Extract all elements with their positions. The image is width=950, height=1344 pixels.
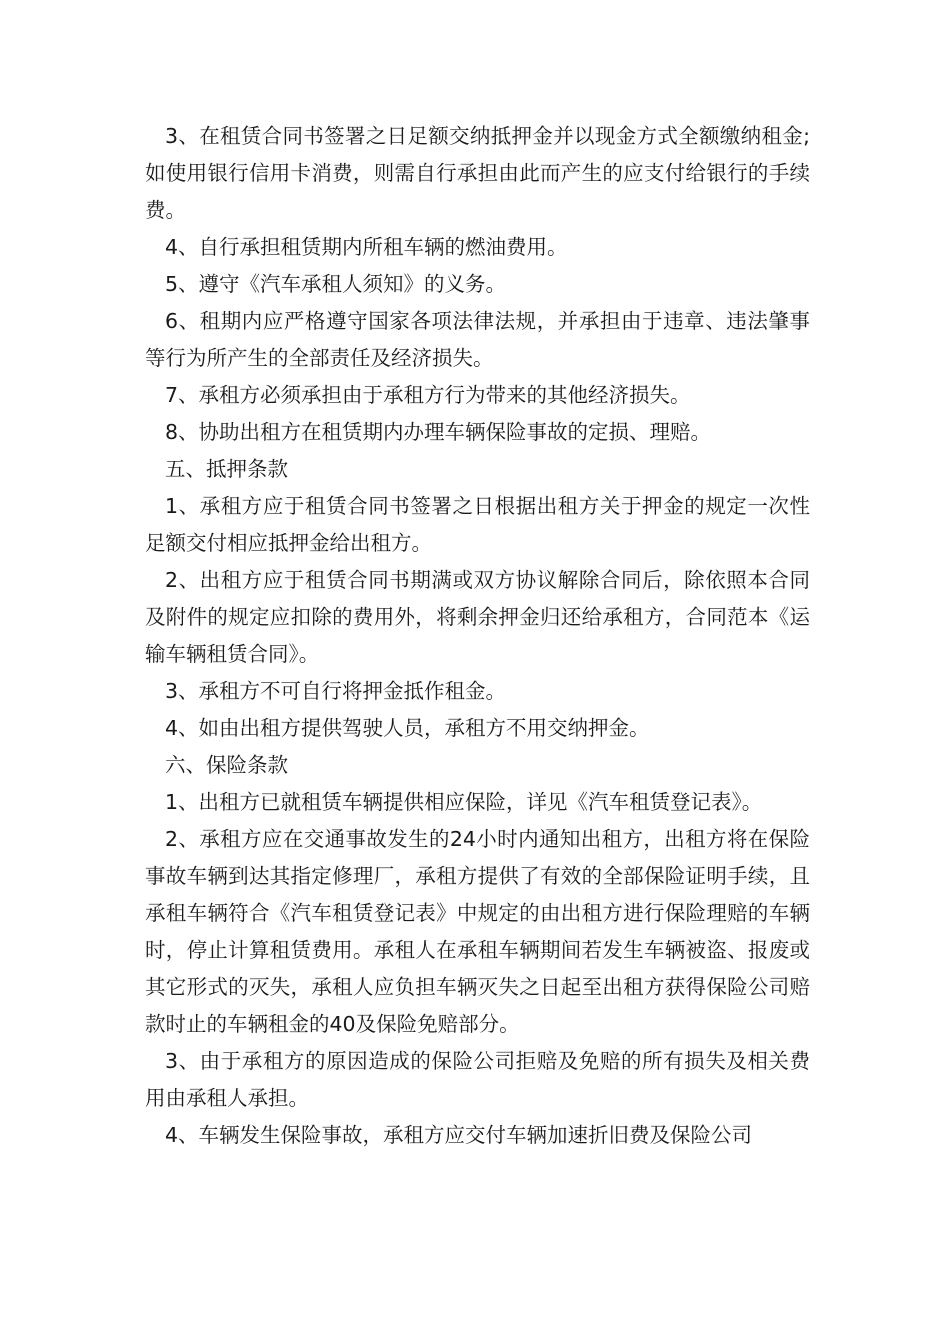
section-heading-mortgage: 五、抵押条款 — [165, 457, 288, 481]
clause-4-3: 3、在租赁合同书签署之日足额交纳抵押金并以现金方式全额缴纳租金;如使用银行信用卡消费，则需自行承担由此而产生的应支付给银行的手续费。 — [145, 124, 810, 222]
clause-5-4: 4、如由出租方提供驾驶人员，承租方不用交纳押金。 — [165, 716, 650, 740]
clause-5-1: 1、承租方应于租赁合同书签署之日根据出租方关于押金的规定一次性足额交付相应抵押金给出租方。 — [145, 494, 810, 555]
document-body — [145, 118, 810, 1154]
clause-6-1: 1、出租方已就租赁车辆提供相应保险，详见《汽车租赁登记表》。 — [165, 790, 763, 814]
clause-4-6: 6、租期内应严格遵守国家各项法律法规，并承担由于违章、违法肇事等行为所产生的全部责任及经济损失。 — [145, 309, 810, 370]
clause-4-5: 5、遵守《汽车承租人须知》的义务。 — [165, 272, 507, 296]
section-heading-insurance: 六、保险条款 — [165, 753, 288, 777]
clause-6-3: 3、由于承租方的原因造成的保险公司拒赔及免赔的所有损失及相关费用由承租人承担。 — [145, 1049, 810, 1110]
clause-5-2: 2、出租方应于租赁合同书期满或双方协议解除合同后，除依照本合同及附件的规定应扣除的费用外，将剩余押金归还给承租方，合同范本《运输车辆租赁合同》。 — [145, 568, 810, 666]
clause-6-4: 4、车辆发生保险事故，承租方应交付车辆加速折旧费及保险公司 — [165, 1123, 753, 1147]
clause-5-3: 3、承租方不可自行将押金抵作租金。 — [165, 679, 507, 703]
clause-4-7: 7、承租方必须承担由于承租方行为带来的其他经济损失。 — [165, 383, 691, 407]
clause-4-4: 4、自行承担租赁期内所租车辆的燃油费用。 — [165, 235, 568, 259]
clause-6-2: 2、承租方应在交通事故发生的24小时内通知出租方，出租方将在保险事故车辆到达其指定修理厂，承租方提供了有效的全部保险证明手续，且承租车辆符合《汽车租赁登记表》中规定的由出租方进行保险理赔的车辆时，停止计算租赁费用。承租人在承租车辆期间若发生车辆被盗、报废或其它形式的灭失，承租人应负担车辆灭失之日起至出租方获得保险公司赔款时止的车辆租金的40及保险免赔部分。 — [145, 827, 810, 1036]
clause-4-8: 8、协助出租方在租赁期内办理车辆保险事故的定损、理赔。 — [165, 420, 712, 444]
